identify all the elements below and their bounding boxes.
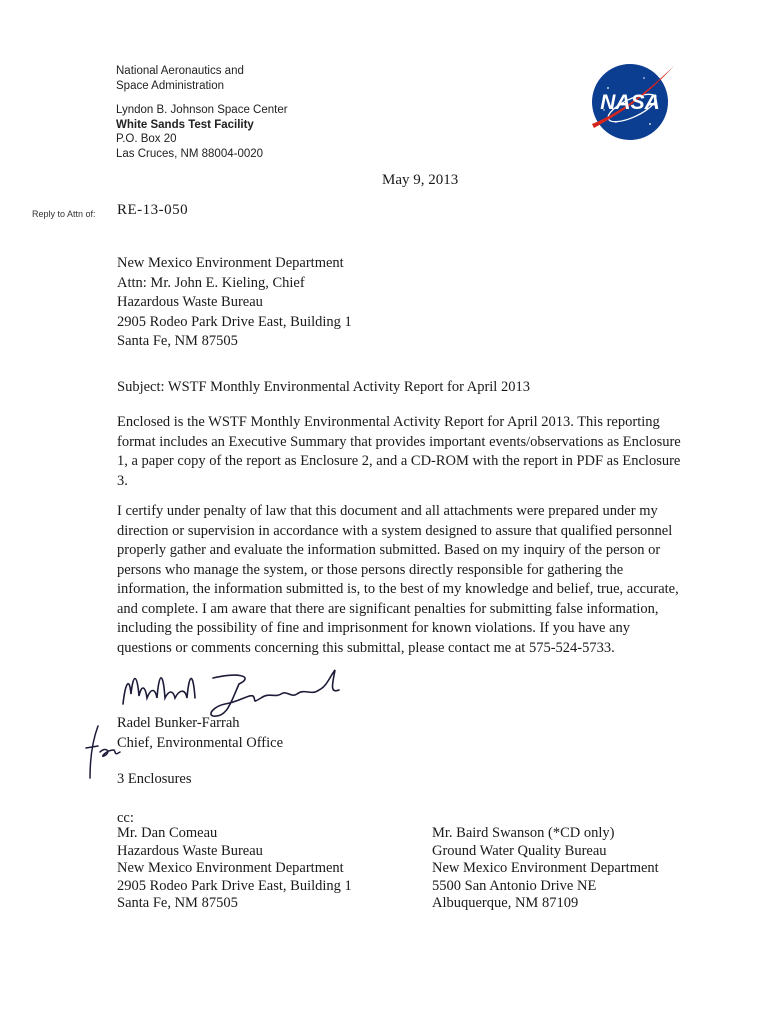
subject-line: Subject: WSTF Monthly Environmental Activity Report for April 2013	[117, 379, 530, 395]
cc-recipient-right	[432, 825, 659, 913]
signatory-block	[117, 714, 283, 753]
letter-date: May 9, 2013	[382, 172, 459, 188]
recipient-line: 2905 Rodeo Park Drive East, Building 1	[117, 313, 352, 330]
nasa-logo-text: NASA	[600, 91, 660, 114]
recipient-line: Attn: Mr. John E. Kieling, Chief	[117, 274, 305, 291]
cc-right-line: Albuquerque, NM 87109	[432, 895, 579, 911]
body-paragraph-enclosures: Enclosed is the WSTF Monthly Environmental Activity Report for April 2013. This reporting format includes an Executive Summary that provides important events/observations as Enclosure 1, a paper copy of the report as Enclosure 2, and a CD-ROM with the report in PDF as Enclosure 3.	[117, 414, 681, 489]
org-name-line1: National Aeronautics and	[116, 65, 244, 77]
reference-number: RE-13-050	[117, 202, 189, 218]
cc-left-line: Mr. Dan Comeau	[117, 825, 218, 841]
cc-right-line: New Mexico Environment Department	[432, 860, 659, 876]
center-name: Lyndon B. Johnson Space Center	[116, 104, 288, 116]
cc-left-line: 2905 Rodeo Park Drive East, Building 1	[117, 877, 352, 894]
signatory-name: Radel Bunker-Farrah	[117, 715, 240, 731]
nasa-logo	[586, 58, 676, 144]
org-name-line2: Space Administration	[116, 79, 225, 92]
cc-label: cc:	[117, 810, 134, 826]
facility-name: White Sands Test Facility	[116, 118, 254, 131]
cc-left-line: Santa Fe, NM 87505	[117, 895, 238, 911]
cc-recipient-left	[117, 825, 352, 913]
recipient-line: New Mexico Environment Department	[117, 255, 344, 271]
recipient-address	[117, 254, 352, 352]
city-zip: Las Cruces, NM 88004-0020	[116, 147, 264, 160]
letterhead	[116, 64, 288, 161]
signatory-title: Chief, Environmental Office	[117, 734, 284, 751]
cc-right-line: Ground Water Quality Bureau	[432, 842, 607, 859]
recipient-line: Hazardous Waste Bureau	[117, 294, 263, 310]
cc-left-line: New Mexico Environment Department	[117, 860, 344, 876]
cc-right-line: Mr. Baird Swanson (*CD only)	[432, 825, 615, 841]
cc-right-line: 5500 San Antonio Drive NE	[432, 877, 597, 894]
reply-to-label: Reply to Attn of:	[32, 209, 96, 219]
cc-left-line: Hazardous Waste Bureau	[117, 842, 263, 859]
enclosures-count: 3 Enclosures	[117, 771, 192, 787]
po-box: P.O. Box 20	[116, 133, 177, 145]
recipient-line: Santa Fe, NM 87505	[117, 333, 238, 349]
body-paragraph-certification: I certify under penalty of law that this document and all attachments were prepared under my direction or supervision in accordance with a system designed to assure that qualified personnel properly gather and evaluate the information submitted. Based on my inquiry of the person or persons who manage the system, or those persons directly responsible for gathering the information, the information submitted is, to the best of my knowledge and belief, true, accurate, and complete. I am aware that there are significant penalties for submitting false information, including the possibility of fine and imprisonment for known violations. If you have any questions or comments concerning this submittal, please contact me at 575-524-5733.	[117, 503, 679, 656]
